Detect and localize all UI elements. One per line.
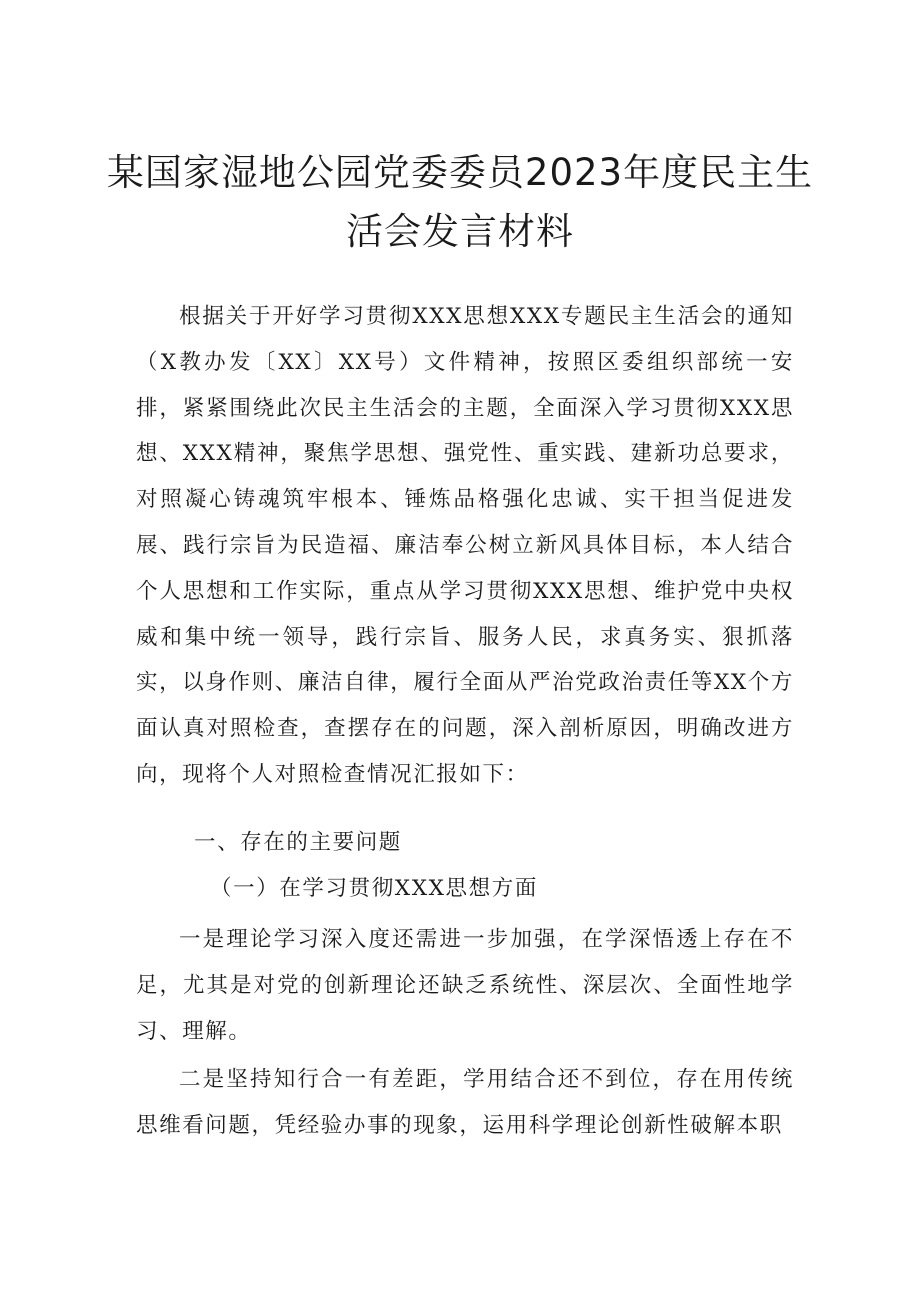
body-paragraph-1: 一是理论学习深入度还需进一步加强，在学深悟透上存在不足，尤其是对党的创新理论还缺乏系统性、深层次、全面性地学习、理解。 xyxy=(136,927,794,1044)
subsection-heading: （一）在学习贯彻XXX思想方面 xyxy=(210,876,538,901)
document-title-line-1: 某国家湿地公园党委委员2023年度民主生 xyxy=(106,151,814,194)
body-paragraph-2: 二是坚持知行合一有差距，学用结合还不到位，存在用传统思维看问题，凭经验办事的现象，运用科学理论创新性破解本职 xyxy=(136,1067,794,1138)
section-heading: 一、存在的主要问题 xyxy=(194,830,402,855)
intro-paragraph: 根据关于开好学习贯彻XXX思想XXX专题民主生活会的通知（X教办发〔XX〕XX号）文件精神，按照区委组织部统一安排，紧紧围绕此次民主生活会的主题，全面深入学习贯彻XXX思想、XXX精神，聚焦学思想、强党性、重实践、建新功总要求，对照凝心铸魂筑牢根本、锤炼品格强化忠诚、实干担当促进发展、践行宗旨为民造福、廉洁奉公树立新风具体目标，本人结合个人思想和工作实际，重点从学习贯彻XXX思想、维护党中央权威和集中统一领导，践行宗旨、服务人民，求真务实、狠抓落实，以身作则、廉洁自律，履行全面从严治党政治责任等XX个方面认真对照检查，查摆存在的问题，深入剖析原因，明确改进方向，现将个人对照检查情况汇报如下： xyxy=(136,304,794,787)
document-title-line-2: 活会发言材料 xyxy=(346,210,574,253)
